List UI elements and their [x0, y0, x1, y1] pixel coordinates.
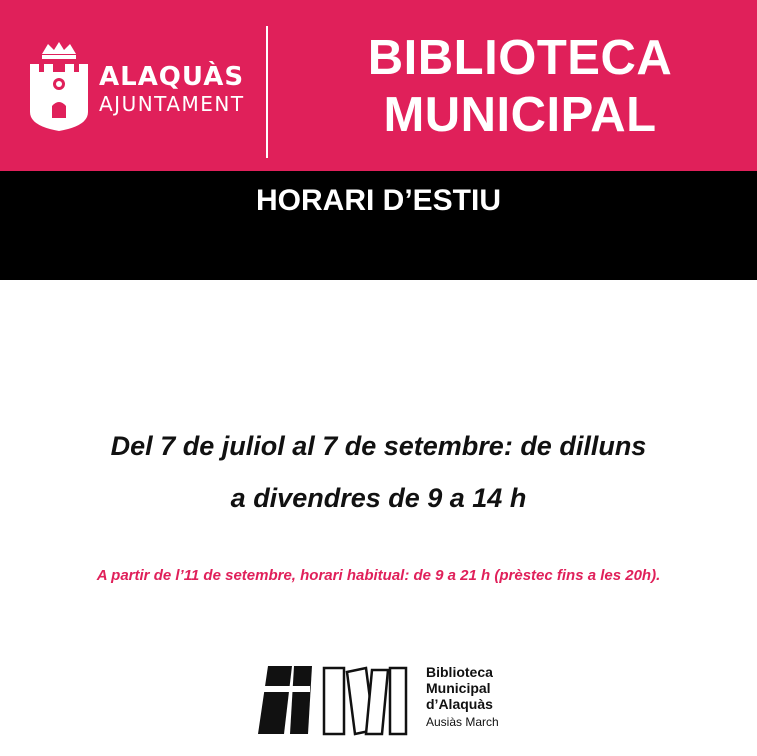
logo-name: ALAQUÀS	[99, 62, 245, 92]
logo-subtitle: AJUNTAMENT	[99, 92, 245, 116]
schedule-text	[30, 420, 727, 524]
header-banner	[0, 0, 757, 171]
logo-text	[99, 62, 245, 116]
title-line-1: BIBLIOTECA	[367, 31, 673, 85]
library-subtitle: Ausiàs March	[426, 715, 499, 729]
library-name-line-1: Biblioteca	[426, 664, 493, 680]
library-name-line-3: d’Alaquàs	[426, 696, 493, 712]
library-name-line-2: Municipal	[426, 680, 491, 696]
schedule-line-1: Del 7 de juliol al 7 de setembre: de dilluns	[110, 431, 647, 461]
library-name	[426, 664, 499, 730]
alaquas-logo	[28, 40, 245, 135]
schedule-line-2: a divendres de 9 a 14 h	[230, 483, 527, 513]
page-title	[300, 30, 740, 144]
section-title: HORARI D’ESTIU	[255, 184, 501, 217]
header-divider	[266, 26, 268, 158]
castle-shield-icon	[28, 40, 90, 132]
regular-hours-note: A partir de l’11 de setembre, horari habitual: de 9 a 21 h (prèstec fins a les 20h).	[96, 567, 661, 584]
title-line-2: MUNICIPAL	[383, 88, 657, 142]
library-logo	[254, 664, 504, 736]
books-icon	[254, 664, 414, 736]
